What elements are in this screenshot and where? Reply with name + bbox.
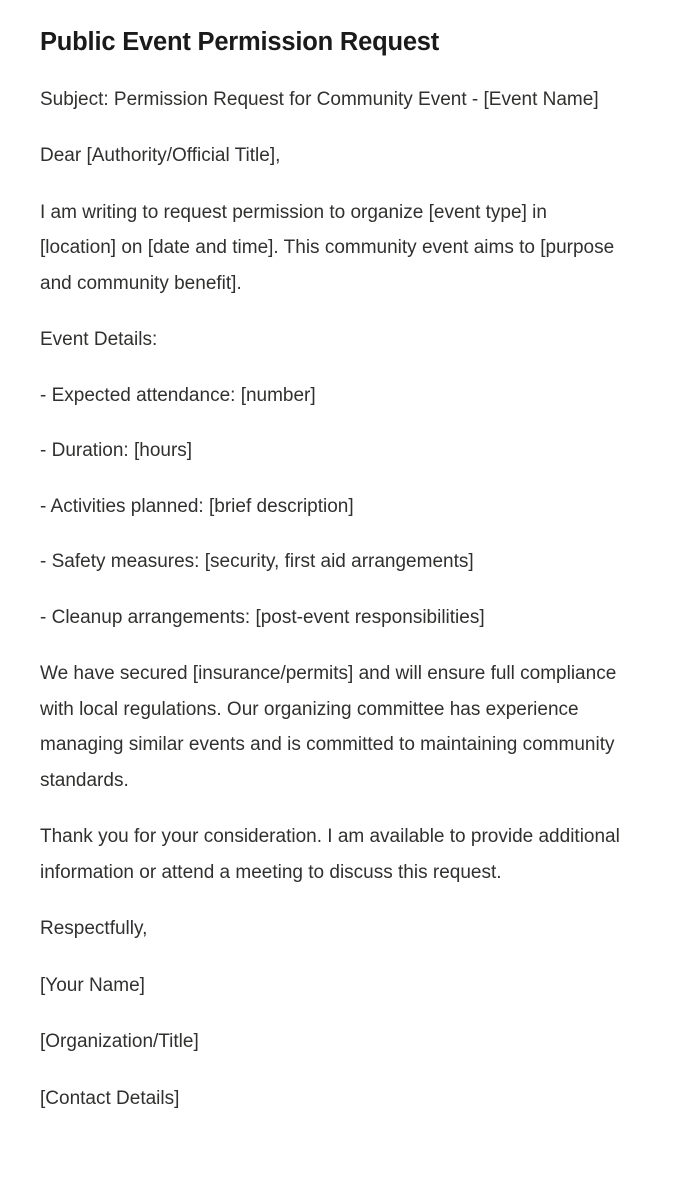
list-item: - Activities planned: [brief description]	[40, 495, 354, 517]
list-item: - Safety measures: [security, first aid arrangements]	[40, 551, 474, 573]
event-details-list	[40, 358, 660, 636]
event-details-heading: Event Details:	[40, 329, 158, 351]
list-item: - Duration: [hours]	[40, 440, 193, 462]
list-item: - Expected attendance: [number]	[40, 384, 316, 406]
assurance-paragraph: We have secured [insurance/permits] and will ensure full compliance with local regulations. Our organizing committee has experience managing similar events and is committed to maintaining community standards.	[40, 663, 617, 791]
signature-name: [Your Name]	[40, 974, 145, 996]
signature-organization: [Organization/Title]	[40, 1031, 199, 1053]
sign-off: Respectfully,	[40, 918, 148, 940]
subject-line: Subject: Permission Request for Community Event - [Event Name]	[40, 88, 599, 110]
closing-paragraph: Thank you for your consideration. I am available to provide additional information or attend a meeting to discuss this request.	[40, 826, 620, 883]
page-title: Public Event Permission Request	[40, 28, 440, 56]
page-bottom-spacer	[40, 1116, 660, 1146]
salutation: Dear [Authority/Official Title],	[40, 145, 281, 167]
intro-paragraph: I am writing to request permission to organize [event type] in [location] on [date and time]. This community event aims to [purpose and community benefit].	[40, 201, 615, 294]
list-item: - Cleanup arrangements: [post-event responsibilities]	[40, 606, 485, 628]
signature-contact: [Contact Details]	[40, 1087, 180, 1109]
